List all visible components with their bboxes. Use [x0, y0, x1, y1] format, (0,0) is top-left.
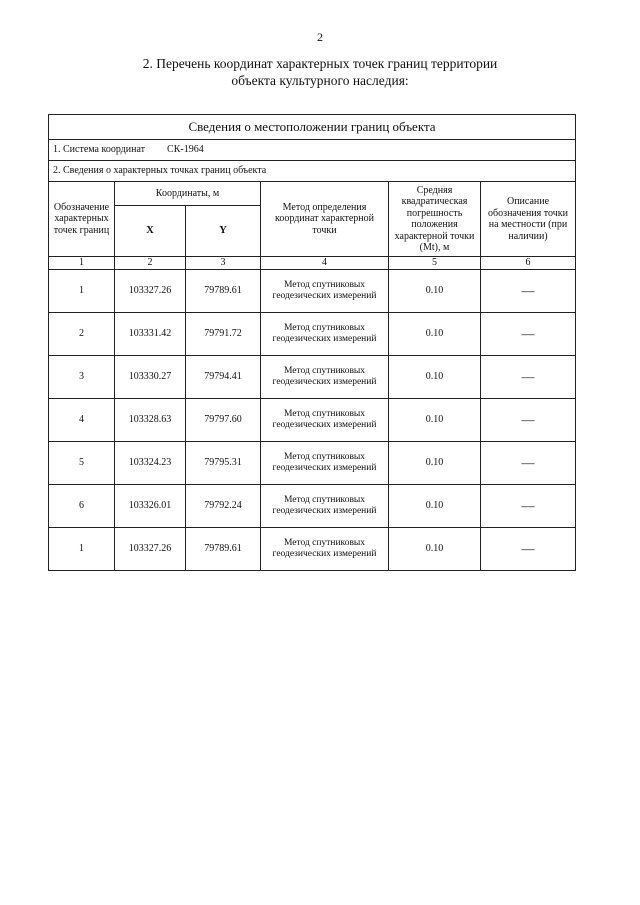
table-body	[49, 270, 576, 571]
method-line-1: Метод спутниковых	[283, 494, 366, 505]
column-number: 5	[389, 257, 481, 270]
method-cell	[261, 356, 389, 399]
method-cell	[261, 399, 389, 442]
method-line-2: геодезических измерений	[272, 506, 377, 516]
coordinates-table	[48, 114, 576, 571]
y-cell: 79794.41	[186, 356, 261, 399]
x-cell: 103326.01	[115, 485, 186, 528]
point-cell: 5	[49, 442, 115, 485]
point-cell: 3	[49, 356, 115, 399]
error-cell: 0.10	[389, 270, 481, 313]
table-row	[49, 313, 576, 356]
column-number: 2	[115, 257, 186, 270]
header-point: Обозначение характерных точек границ	[49, 182, 115, 257]
description-cell: —	[481, 485, 576, 528]
table-row	[49, 356, 576, 399]
x-cell: 103331.42	[115, 313, 186, 356]
method-line-2: геодезических измерений	[272, 420, 377, 430]
method-cell	[261, 442, 389, 485]
header-error: Средняя квадратическая погрешность положения характерной точки (Mt), м	[389, 182, 481, 257]
error-cell: 0.10	[389, 399, 481, 442]
x-cell: 103327.26	[115, 270, 186, 313]
y-cell: 79792.24	[186, 485, 261, 528]
page-number: 2	[317, 30, 323, 44]
column-number: 4	[261, 257, 389, 270]
y-cell: 79791.72	[186, 313, 261, 356]
method-line-2: геодезических измерений	[272, 334, 377, 344]
error-cell: 0.10	[389, 356, 481, 399]
points-section-label: 2. Сведения о характерных точках границ объекта	[49, 161, 576, 182]
description-cell: —	[481, 528, 576, 571]
method-cell	[261, 485, 389, 528]
method-line-1: Метод спутниковых	[283, 451, 366, 462]
table-row	[49, 270, 576, 313]
description-cell: —	[481, 399, 576, 442]
point-cell: 1	[49, 270, 115, 313]
method-cell	[261, 270, 389, 313]
method-line-2: геодезических измерений	[272, 549, 377, 559]
point-cell: 6	[49, 485, 115, 528]
method-line-2: геодезических измерений	[272, 463, 377, 473]
error-cell: 0.10	[389, 528, 481, 571]
point-cell: 1	[49, 528, 115, 571]
x-cell: 103330.27	[115, 356, 186, 399]
x-cell: 103328.63	[115, 399, 186, 442]
method-line-1: Метод спутниковых	[283, 408, 366, 419]
method-line-2: геодезических измерений	[272, 291, 377, 301]
y-cell: 79789.61	[186, 270, 261, 313]
description-cell: —	[481, 313, 576, 356]
table-row	[49, 485, 576, 528]
document-heading	[100, 55, 540, 89]
method-line-1: Метод спутниковых	[283, 322, 366, 333]
table-header	[49, 115, 576, 270]
point-cell: 4	[49, 399, 115, 442]
coordinate-system-value: СК-1964	[167, 144, 204, 156]
method-cell	[261, 313, 389, 356]
header-y: Y	[186, 206, 261, 257]
heading-line-1: 2. Перечень координат характерных точек границ территории	[142, 56, 498, 71]
column-numbers-row	[49, 257, 576, 270]
error-cell: 0.10	[389, 313, 481, 356]
description-cell: —	[481, 270, 576, 313]
error-cell: 0.10	[389, 485, 481, 528]
method-line-1: Метод спутниковых	[283, 537, 366, 548]
point-cell: 2	[49, 313, 115, 356]
header-description: Описание обозначения точки на местности (при наличии)	[481, 182, 576, 257]
column-number: 1	[49, 257, 115, 270]
coordinate-system-row	[49, 140, 576, 161]
method-cell	[261, 528, 389, 571]
column-number: 3	[186, 257, 261, 270]
method-line-1: Метод спутниковых	[283, 279, 366, 290]
description-cell: —	[481, 442, 576, 485]
header-x: X	[115, 206, 186, 257]
table-caption: Сведения о местоположении границ объекта	[49, 115, 576, 140]
table-row	[49, 399, 576, 442]
method-line-2: геодезических измерений	[272, 377, 377, 387]
y-cell: 79789.61	[186, 528, 261, 571]
x-cell: 103324.23	[115, 442, 186, 485]
table-row	[49, 528, 576, 571]
header-method: Метод определения координат характерной точки	[261, 182, 389, 257]
x-cell: 103327.26	[115, 528, 186, 571]
coordinate-system-label: 1. Система координат	[53, 144, 146, 156]
y-cell: 79797.60	[186, 399, 261, 442]
column-number: 6	[481, 257, 576, 270]
description-cell: —	[481, 356, 576, 399]
header-coordinates: Координаты, м	[115, 182, 261, 206]
table-row	[49, 442, 576, 485]
y-cell: 79795.31	[186, 442, 261, 485]
method-line-1: Метод спутниковых	[283, 365, 366, 376]
heading-line-2: объекта культурного наследия:	[231, 73, 409, 88]
error-cell: 0.10	[389, 442, 481, 485]
